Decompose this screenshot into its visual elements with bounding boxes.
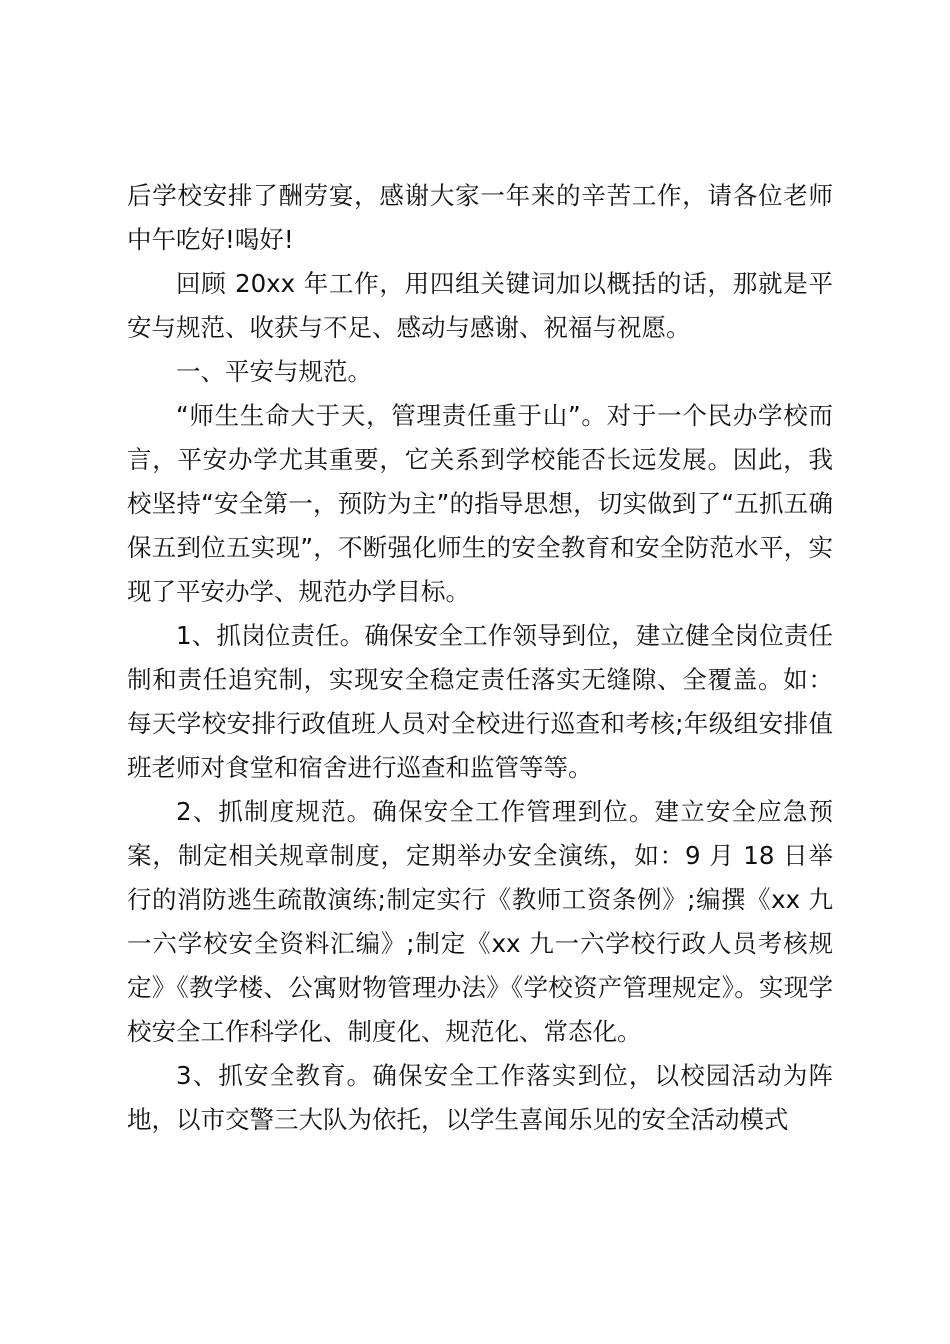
paragraph-safety-intro: “师生生命大于天，管理责任重于山”。对于一个民办学校而言，平安办学尤其重要，它关系到学校能否长远发展。因此，我校坚持“安全第一，预防为主”的指导思想，切实做到了“五抓五确保五到位五实现”，不断强化师生的安全教育和安全防范水平，实现了平安办学、规范办学目标。 [127,401,833,606]
paragraph-item-2-regulations: 2、抓制度规范。确保安全工作管理到位。建立安全应急预案，制定相关规章制度，定期举办安全演练，如：9 月 18 日举行的消防逃生疏散演练;制定实行《教师工资条例》;编撰《xx 九一六学校安全资料汇编》;制定《xx 九一六学校行政人员考核规定》《教学楼、公寓财物管理办法》《学校资产管理规定》。实现学校安全工作科学化、制度化、规范化、常态化。 [127,797,833,1046]
paragraph-banquet-thanks: 后学校安排了酬劳宴，感谢大家一年来的辛苦工作，请各位老师中午吃好!喝好! [127,181,833,254]
document-body [127,174,833,1142]
paragraph-item-3-education: 3、抓安全教育。确保安全工作落实到位，以校园活动为阵地，以市交警三大队为依托，以学生喜闻乐见的安全活动模式 [127,1061,833,1134]
paragraph-item-1-responsibility: 1、抓岗位责任。确保安全工作领导到位，建立健全岗位责任制和责任追究制，实现安全稳定责任落实无缝隙、全覆盖。如：每天学校安排行政值班人员对全校进行巡查和考核;年级组安排值班老师对食堂和宿舍进行巡查和监管等等。 [127,621,833,782]
section-heading-safety: 一、平安与规范。 [176,357,372,386]
paragraph-review-keywords: 回顾 20xx 年工作，用四组关键词加以概括的话，那就是平安与规范、收获与不足、感动与感谢、祝福与祝愿。 [127,269,833,342]
